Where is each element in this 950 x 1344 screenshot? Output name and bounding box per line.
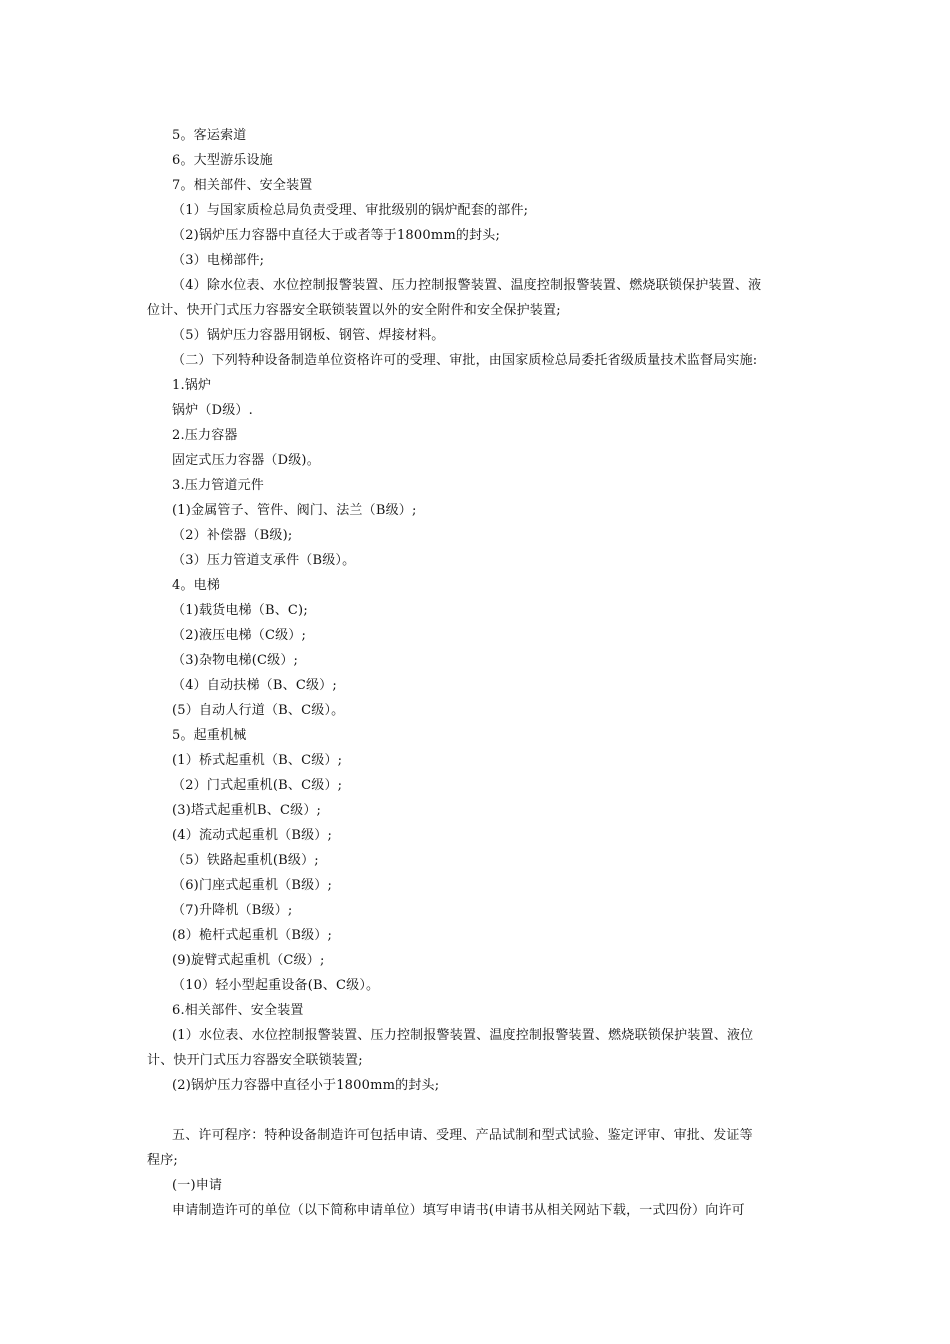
- text-line: （3）电梯部件;: [172, 253, 265, 268]
- text-line: （5）锅炉压力容器用钢板、钢管、焊接材料。: [172, 328, 445, 343]
- text-line: 1.锅炉: [172, 378, 212, 393]
- text-line: (3)塔式起重机B、C级）;: [172, 803, 322, 818]
- text-line: 计、快开门式压力容器安全联锁装置;: [147, 1053, 363, 1068]
- text-line: （1)载货电梯（B、C);: [172, 603, 308, 618]
- text-line: 4。电梯: [172, 578, 221, 593]
- text-line: 5。起重机械: [172, 728, 247, 743]
- text-line: 锅炉（D级）.: [172, 403, 253, 418]
- text-line: （4）除水位表、水位控制报警装置、压力控制报警装置、温度控制报警装置、燃烧联锁保护装置、液: [172, 278, 762, 293]
- text-line: 程序;: [147, 1153, 178, 1168]
- text-line: (一)申请: [172, 1178, 223, 1193]
- text-line: (2)锅炉压力容器中直径小于1800mm的封头;: [172, 1078, 440, 1093]
- text-line: （2)锅炉压力容器中直径大于或者等于1800mm的封头;: [172, 228, 501, 243]
- text-line: (5）自动人行道（B、C级）。: [172, 703, 345, 718]
- text-line: （5）铁路起重机(B级）;: [172, 853, 319, 868]
- text-line: （4）自动扶梯（B、C级）;: [172, 678, 337, 693]
- text-line: (1）水位表、水位控制报警装置、压力控制报警装置、温度控制报警装置、燃烧联锁保护装置、液位: [172, 1028, 754, 1043]
- text-line: （3)杂物电梯(C级）;: [172, 653, 299, 668]
- text-line: 5。客运索道: [172, 128, 247, 143]
- text-line: 6。大型游乐设施: [172, 153, 273, 168]
- text-line: （2）门式起重机(B、C级）;: [172, 778, 343, 793]
- text-line: 位计、快开门式压力容器安全联锁装置以外的安全附件和安全保护装置;: [147, 303, 561, 318]
- text-line: 申请制造许可的单位（以下简称申请单位）填写申请书(申请书从相关网站下载，一式四份）向许可: [172, 1203, 745, 1218]
- text-line: （1）与国家质检总局负责受理、审批级别的锅炉配套的部件;: [172, 203, 529, 218]
- text-line: （7)升降机（B级）;: [172, 903, 293, 918]
- text-line: （6)门座式起重机（B级）;: [172, 878, 333, 893]
- text-line: （3）压力管道支承件（B级）。: [172, 553, 356, 568]
- text-line: (4）流动式起重机（B级）;: [172, 828, 333, 843]
- text-line: (1)金属管子、管件、阀门、法兰（B级）;: [172, 503, 417, 518]
- text-line: (8）桅杆式起重机（B级）;: [172, 928, 333, 943]
- text-line: 五、许可程序：特种设备制造许可包括申请、受理、产品试制和型式试验、鉴定评审、审批、发证等: [172, 1128, 753, 1143]
- text-line: 2.压力容器: [172, 428, 238, 443]
- text-line: （二）下列特种设备制造单位资格许可的受理、审批，由国家质检总局委托省级质量技术监督局实施:: [172, 353, 758, 368]
- text-line: 固定式压力容器（D级)。: [172, 453, 320, 468]
- text-line: (1）桥式起重机（B、C级）;: [172, 753, 343, 768]
- text-line: 6.相关部件、安全装置: [172, 1003, 304, 1018]
- text-line: （10）轻小型起重设备(B、C级）。: [172, 978, 380, 993]
- text-line: (9)旋臂式起重机（C级）;: [172, 953, 325, 968]
- text-line: 3.压力管道元件: [172, 478, 265, 493]
- text-line: 7。相关部件、安全装置: [172, 178, 313, 193]
- text-line: （2)液压电梯（C级）;: [172, 628, 307, 643]
- text-line: （2）补偿器（B级);: [172, 528, 293, 543]
